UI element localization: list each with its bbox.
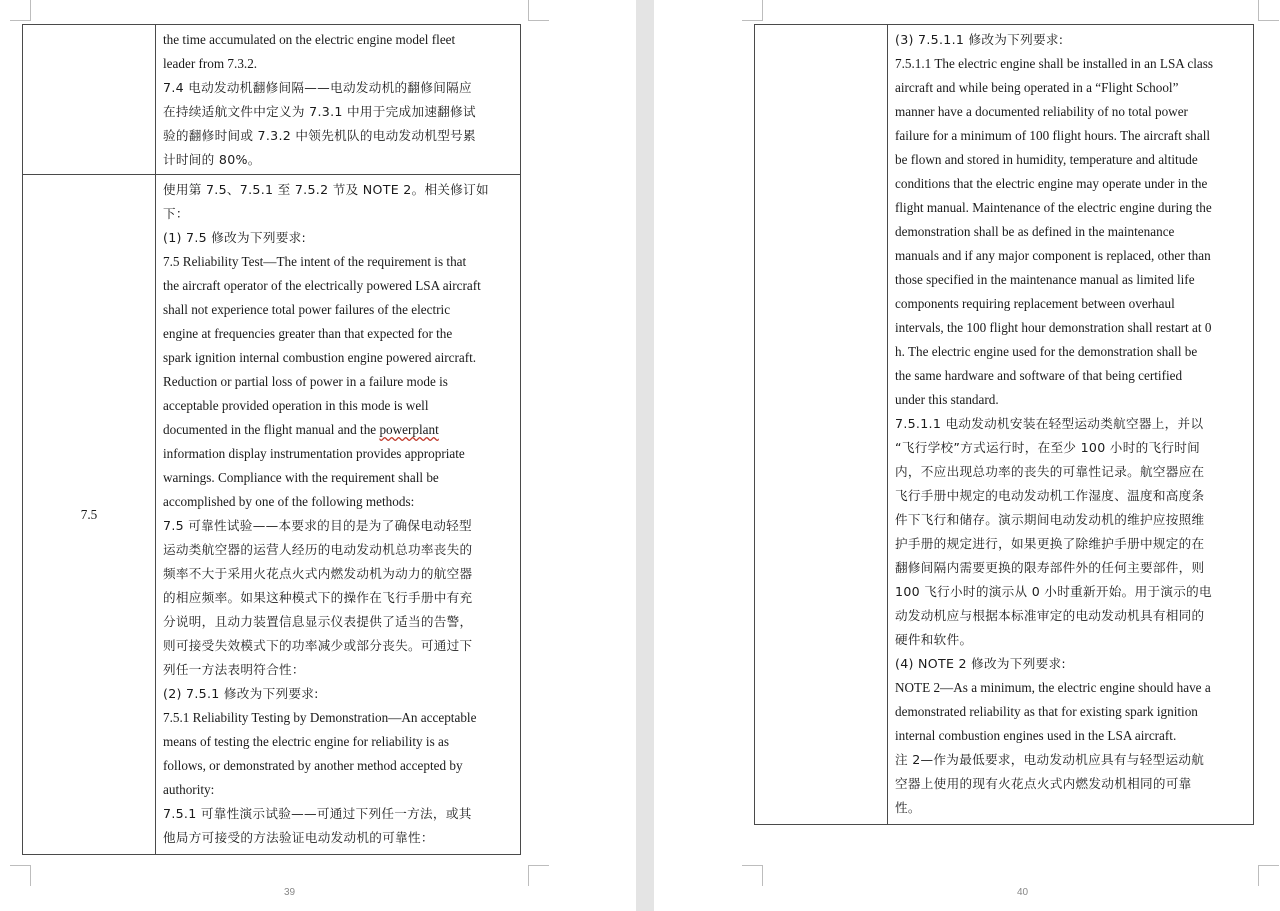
page-39 <box>0 0 636 911</box>
content-cell <box>888 25 1254 825</box>
text-line: “飞行学校”方式运行时，在至少 100 小时的飞行时间 <box>895 440 1201 455</box>
text-line: spark ignition internal combustion engine powered aircraft. <box>163 350 477 365</box>
text-line: engine at frequencies greater than that expected for the <box>163 326 453 341</box>
crop-mark <box>528 0 549 21</box>
table-row <box>23 175 521 855</box>
text-line: demonstrated reliability as that for existing spark ignition <box>895 704 1198 719</box>
text-line: 使用第 7.5、7.5.1 至 7.5.2 节及 NOTE 2。相关修订如 <box>163 182 489 197</box>
crop-mark <box>1258 0 1279 21</box>
text-line: flight manual. Maintenance of the electric engine during the <box>895 200 1212 215</box>
content-text <box>156 175 520 852</box>
text-line: (3) 7.5.1.1 修改为下列要求: <box>895 32 1064 47</box>
text-line: 验的翻修时间或 7.3.2 中领先机队的电动发动机型号累 <box>163 128 476 143</box>
text-line: 空器上使用的现有火花点火式内燃发动机相同的可靠 <box>895 776 1192 791</box>
text-line: (2) 7.5.1 修改为下列要求: <box>163 686 319 701</box>
table-row <box>23 25 521 175</box>
text-line: the aircraft operator of the electrically powered LSA aircraft <box>163 278 481 293</box>
text-line: 运动类航空器的运营人经历的电动发动机总功率丧失的 <box>163 542 473 557</box>
text-line: 100 飞行小时的演示从 0 小时重新开始。用于演示的电 <box>895 584 1212 599</box>
text-line: conditions that the electric engine may operate under in the <box>895 176 1208 191</box>
section-cell <box>755 25 888 825</box>
text-line: 件下飞行和储存。演示期间电动发动机的维护应按照维 <box>895 512 1205 527</box>
table-row <box>755 25 1254 825</box>
text-line: 7.5.1 可靠性演示试验——可通过下列任一方法，或其 <box>163 806 472 821</box>
text-line: 7.5.1 Reliability Testing by Demonstration—An acceptable <box>163 710 477 725</box>
page-number: 40 <box>1017 887 1029 898</box>
text-line: authority: <box>163 782 215 797</box>
text-line: warnings. Compliance with the requirement shall be <box>163 470 439 485</box>
content-text <box>888 25 1253 822</box>
text-line: 则可接受失效模式下的功率减少或部分丧失。可通过下 <box>163 638 473 653</box>
text-line: under this standard. <box>895 392 999 407</box>
crop-mark <box>528 865 549 886</box>
spellcheck-flagged-word: powerplant <box>379 422 439 437</box>
content-cell <box>156 175 521 855</box>
crop-mark <box>1258 865 1279 886</box>
text-line: 内，不应出现总功率的丧失的可靠性记录。航空器应在 <box>895 464 1205 479</box>
text-line: 7.4 电动发动机翻修间隔——电动发动机的翻修间隔应 <box>163 80 472 95</box>
text-line: 性。 <box>895 800 921 815</box>
text-line: manuals and if any major component is replaced, other than <box>895 248 1211 263</box>
text-line: 列任一方法表明符合性： <box>163 662 305 677</box>
text-line: intervals, the 100 flight hour demonstration shall restart at 0 <box>895 320 1212 335</box>
text-line: demonstration shall be as defined in the maintenance <box>895 224 1175 239</box>
text-line: NOTE 2—As a minimum, the electric engine should have a <box>895 680 1211 695</box>
text-line: aircraft and while being operated in a “Flight School” <box>895 80 1179 95</box>
text-line: be flown and stored in humidity, temperature and altitude <box>895 152 1198 167</box>
text-line: 分说明，且动力装置信息显示仪表提供了适当的告警， <box>163 614 473 629</box>
text-line: 7.5 可靠性试验——本要求的目的是为了确保电动轻型 <box>163 518 472 533</box>
text-line: follows, or demonstrated by another method accepted by <box>163 758 463 773</box>
text-line: the same hardware and software of that being certified <box>895 368 1183 383</box>
text-line: 7.5.1.1 电动发动机安装在轻型运动类航空器上，并以 <box>895 416 1204 431</box>
section-cell <box>23 25 156 175</box>
text-line: the time accumulated on the electric engine model fleet <box>163 32 456 47</box>
text-line: 硬件和软件。 <box>895 632 973 647</box>
text-line: 护手册的规定进行，如果更换了除维护手册中规定的在 <box>895 536 1205 551</box>
section-cell: 7.5 <box>23 175 156 855</box>
text-line: leader from 7.3.2. <box>163 56 258 71</box>
text-line: 在持续适航文件中定义为 7.3.1 中用于完成加速翻修试 <box>163 104 476 119</box>
text-line: 翻修间隔内需要更换的限寿部件外的任何主要部件，则 <box>895 560 1205 575</box>
amendment-table <box>22 24 521 855</box>
text-line: (4) NOTE 2 修改为下列要求: <box>895 656 1066 671</box>
text-line: acceptable provided operation in this mode is well <box>163 398 429 413</box>
text-line: 计时间的 80%。 <box>163 152 261 167</box>
text-line: means of testing the electric engine for reliability is as <box>163 734 449 749</box>
text-line: 飞行手册中规定的电动发动机工作湿度、温度和高度条 <box>895 488 1205 503</box>
text-line: failure for a minimum of 100 flight hours. The aircraft shall <box>895 128 1211 143</box>
text-line: those specified in the maintenance manual as limited life <box>895 272 1195 287</box>
text-line: 的相应频率。如果这种模式下的操作在飞行手册中有充 <box>163 590 473 605</box>
text-line: manner have a documented reliability of no total power <box>895 104 1188 119</box>
text-line: Reduction or partial loss of power in a failure mode is <box>163 374 448 389</box>
text-line: 频率不大于采用火花点火式内燃发动机为动力的航空器 <box>163 566 473 581</box>
text-line: information display instrumentation provides appropriate <box>163 446 465 461</box>
text-line: components requiring replacement between overhaul <box>895 296 1175 311</box>
text-line: accomplished by one of the following methods: <box>163 494 415 509</box>
text-line: internal combustion engines used in the LSA aircraft. <box>895 728 1177 743</box>
content-cell <box>156 25 521 175</box>
text-line: 7.5.1.1 The electric engine shall be installed in an LSA class <box>895 56 1214 71</box>
text-line: 注 2—作为最低要求，电动发动机应具有与轻型运动航 <box>895 752 1205 767</box>
text-line: 他局方可接受的方法验证电动发动机的可靠性： <box>163 830 434 845</box>
text-line: 下： <box>163 206 189 221</box>
content-text <box>156 25 520 174</box>
page-40 <box>654 0 1280 911</box>
crop-mark <box>10 0 31 21</box>
page-gutter <box>636 0 654 911</box>
text-line: documented in the flight manual and the powerplant <box>163 422 439 437</box>
text-line: (1) 7.5 修改为下列要求: <box>163 230 307 245</box>
text-line: shall not experience total power failures of the electric <box>163 302 451 317</box>
text-line: 动发动机应与根据本标准审定的电动发动机具有相同的 <box>895 608 1205 623</box>
amendment-table <box>754 24 1254 825</box>
crop-mark <box>10 865 31 886</box>
crop-mark <box>742 865 763 886</box>
text-line: 7.5 Reliability Test—The intent of the requirement is that <box>163 254 467 269</box>
page-number: 39 <box>284 887 296 898</box>
text-line: h. The electric engine used for the demonstration shall be <box>895 344 1198 359</box>
crop-mark <box>742 0 763 21</box>
